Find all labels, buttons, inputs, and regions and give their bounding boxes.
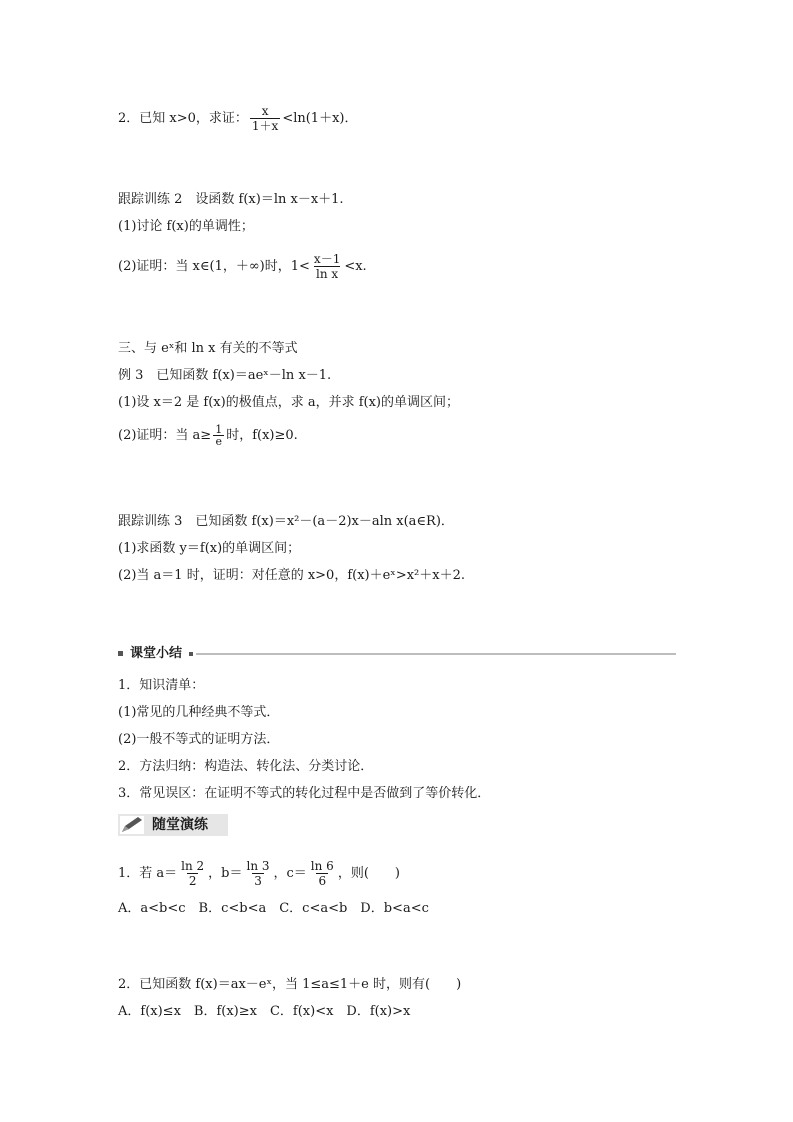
practice-q1-options: A．a<b<c B．c<b<a C．c<a<b D．b<a<c bbox=[118, 901, 429, 916]
tr2-frac-num: x－1 bbox=[313, 252, 341, 266]
tr3-title: 跟踪训练 3 已知函数 f(x)＝x²－(a－2)x－aln x(a∈R)． bbox=[118, 514, 454, 529]
divider bbox=[196, 653, 676, 655]
tr2-p2-prefix: (2)证明：当 x∈(1，＋∞)时，1< bbox=[118, 259, 310, 274]
bullet-square-icon bbox=[189, 652, 193, 656]
bullet-square-icon bbox=[118, 651, 123, 656]
p1-a-prefix: 1．若 a＝ bbox=[118, 866, 178, 881]
q2-prefix: 2．已知 x>0，求证： bbox=[118, 111, 248, 126]
q2-frac-num: x bbox=[261, 104, 269, 118]
p1-c-prefix: ，c＝ bbox=[273, 866, 307, 881]
p1-c-fraction bbox=[309, 859, 336, 888]
ex3-p2-suffix: 时，f(x)≥0. bbox=[226, 428, 298, 443]
summary-item: 3．常见误区：在证明不等式的转化过程中是否做到了等价转化． bbox=[118, 786, 491, 801]
tr2-p2-suffix: <x. bbox=[344, 259, 367, 274]
tr2-fraction bbox=[312, 252, 342, 281]
q2-suffix: <ln(1＋x)． bbox=[282, 111, 358, 126]
p1-b-num: ln 3 bbox=[246, 859, 270, 873]
tr3-part1: (1)求函数 y＝f(x)的单调区间； bbox=[118, 541, 301, 556]
ex3-frac-num: 1 bbox=[215, 423, 223, 436]
ex3-frac-den: e bbox=[215, 435, 222, 448]
section-3-heading: 三、与 eˣ和 ln x 有关的不等式 bbox=[118, 341, 298, 356]
p1-c-den: 6 bbox=[318, 874, 327, 888]
tr3-part2: (2)当 a＝1 时，证明：对任意的 x>0，f(x)＋eˣ>x²＋x＋2. bbox=[118, 568, 465, 583]
p1-b-prefix: ，b＝ bbox=[208, 866, 243, 881]
ex3-p2-prefix: (2)证明：当 a≥ bbox=[118, 428, 212, 443]
example-3-title: 例 3 已知函数 f(x)＝aeˣ－ln x－1. bbox=[118, 368, 332, 383]
summary-title: 课堂小结 bbox=[130, 646, 183, 661]
tr2-part1: (1)讨论 f(x)的单调性； bbox=[118, 219, 254, 234]
tr2-part2 bbox=[118, 252, 367, 281]
p1-c-num: ln 6 bbox=[310, 859, 334, 873]
practice-title: 随堂演练 bbox=[152, 817, 208, 833]
practice-header bbox=[118, 814, 228, 836]
practice-question-1 bbox=[118, 858, 400, 890]
summary-item: 2．方法归纳：构造法、转化法、分类讨论． bbox=[118, 759, 374, 774]
p1-b-den: 3 bbox=[254, 874, 262, 888]
summary-section-bar bbox=[118, 646, 676, 662]
tr2-frac-den: ln x bbox=[316, 267, 339, 281]
p1-suffix: ，则( ) bbox=[337, 866, 400, 881]
example-3-part1: (1)设 x＝2 是 f(x)的极值点，求 a，并求 f(x)的单调区间； bbox=[118, 395, 460, 410]
ex3-fraction bbox=[213, 424, 224, 447]
question-2 bbox=[118, 104, 357, 133]
practice-question-2: 2．已知函数 f(x)＝ax－eˣ，当 1≤a≤1＋e 时，则有( ) bbox=[118, 977, 462, 992]
p1-a-den: 2 bbox=[188, 874, 197, 888]
p1-b-fraction bbox=[245, 859, 272, 888]
pencil-icon bbox=[120, 816, 144, 834]
p1-a-num: ln 2 bbox=[181, 859, 205, 873]
summary-item: (1)常见的几种经典不等式． bbox=[118, 705, 280, 720]
q2-fraction bbox=[250, 104, 280, 133]
example-3-part2 bbox=[118, 424, 298, 447]
tr2-title: 跟踪训练 2 设函数 f(x)＝ln x－x＋1. bbox=[118, 192, 344, 207]
q2-frac-den: 1＋x bbox=[251, 119, 279, 133]
p1-a-fraction bbox=[179, 859, 206, 888]
practice-q2-options: A．f(x)≤x B．f(x)≥x C．f(x)<x D．f(x)>x bbox=[118, 1004, 411, 1019]
summary-item: 1．知识清单： bbox=[118, 678, 205, 693]
summary-item: (2)一般不等式的证明方法． bbox=[118, 732, 280, 747]
